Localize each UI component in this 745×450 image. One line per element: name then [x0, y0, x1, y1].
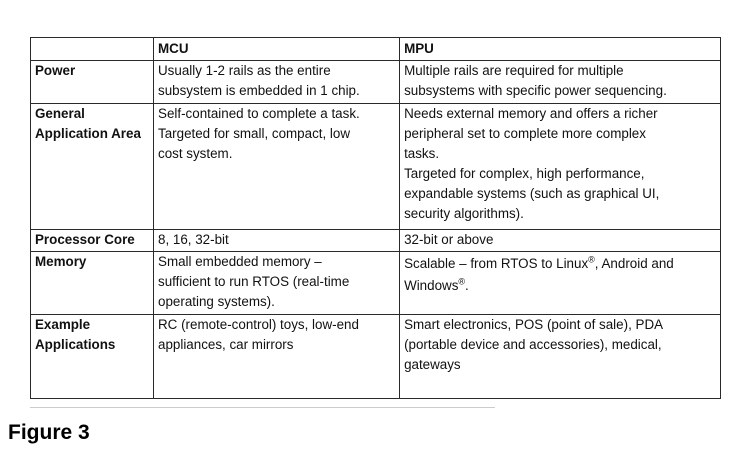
table-row-example-applications	[31, 315, 721, 399]
mcu-text-line: Targeted for small, compact, low	[158, 126, 351, 141]
mpu-cell-example-applications	[400, 315, 721, 399]
row-label-line: Processor Core	[35, 232, 135, 247]
mcu-cell-processor-core	[154, 230, 400, 252]
row-label-line: Memory	[35, 254, 87, 269]
mpu-text-line: Multiple rails are required for multiple	[404, 63, 624, 78]
mpu-text-fragment: Windows	[404, 278, 459, 293]
mcu-text-line: RC (remote-control) toys, low-end	[158, 317, 359, 332]
mcu-cell-general-application-area	[154, 104, 400, 230]
mpu-text-line: expandable systems (such as graphical UI,	[404, 186, 660, 201]
mpu-text-line: (portable device and accessories), medical,	[404, 337, 662, 352]
mpu-text-line: gateways	[404, 357, 461, 372]
table-row-general-application-area	[31, 104, 721, 230]
divider	[30, 407, 495, 408]
mpu-text-fragment: Scalable – from RTOS to Linux	[404, 256, 589, 271]
mpu-cell-general-application-area	[400, 104, 721, 230]
mpu-text-line	[404, 276, 716, 296]
row-label-line: Application Area	[35, 126, 141, 141]
mpu-text-line: Targeted for complex, high performance,	[404, 166, 645, 181]
mcu-cell-power	[154, 61, 400, 104]
mcu-cell-memory	[154, 252, 400, 315]
mcu-text-line: 8, 16, 32-bit	[158, 232, 229, 247]
mpu-cell-memory	[400, 252, 721, 315]
mpu-text-line: Needs external memory and offers a richer	[404, 106, 658, 121]
header-cell-mcu: MCU	[154, 38, 400, 61]
mpu-cell-power	[400, 61, 721, 104]
mpu-text-line: security algorithms).	[404, 206, 524, 221]
mcu-text-line: operating systems).	[158, 294, 275, 309]
mcu-mpu-comparison-table	[30, 37, 721, 399]
row-label-line: General	[35, 106, 85, 121]
header-cell-empty	[31, 38, 154, 61]
mpu-text-fragment: .	[465, 278, 469, 293]
mcu-text-line: Usually 1-2 rails as the entire	[158, 63, 331, 78]
mcu-text-line: subsystem is embedded in 1 chip.	[158, 83, 360, 98]
mpu-text-fragment: , Android and	[594, 256, 674, 271]
row-label-power	[31, 61, 154, 104]
table-header-row	[31, 38, 721, 61]
mpu-text-line: subsystems with specific power sequencing.	[404, 83, 667, 98]
row-label-line: Power	[35, 63, 76, 78]
mpu-cell-processor-core	[400, 230, 721, 252]
mcu-cell-example-applications	[154, 315, 400, 399]
mpu-text-line: peripheral set to complete more complex	[404, 126, 646, 141]
row-label-memory	[31, 252, 154, 315]
row-label-processor-core	[31, 230, 154, 252]
registered-mark: ®	[588, 254, 595, 265]
mpu-text-line: tasks.	[404, 146, 440, 161]
mcu-text-line: Small embedded memory –	[158, 254, 322, 269]
row-label-line: Example	[35, 317, 91, 332]
mpu-text-line: Smart electronics, POS (point of sale), PDA	[404, 317, 664, 332]
table-row-power	[31, 61, 721, 104]
table-row-memory	[31, 252, 721, 315]
mpu-text-line	[404, 254, 716, 274]
mcu-text-line: appliances, car mirrors	[158, 337, 294, 352]
header-cell-mpu: MPU	[400, 38, 721, 61]
registered-mark: ®	[458, 276, 466, 287]
row-label-general-application-area	[31, 104, 154, 230]
figure-caption: Figure 3	[8, 421, 90, 444]
row-label-line: Applications	[35, 337, 116, 352]
table-row-processor-core	[31, 230, 721, 252]
mpu-text-line: 32-bit or above	[404, 232, 494, 247]
row-label-example-applications	[31, 315, 154, 399]
mcu-text-line: sufficient to run RTOS (real-time	[158, 274, 350, 289]
mcu-text-line: Self-contained to complete a task.	[158, 106, 360, 121]
mcu-text-line: cost system.	[158, 146, 233, 161]
